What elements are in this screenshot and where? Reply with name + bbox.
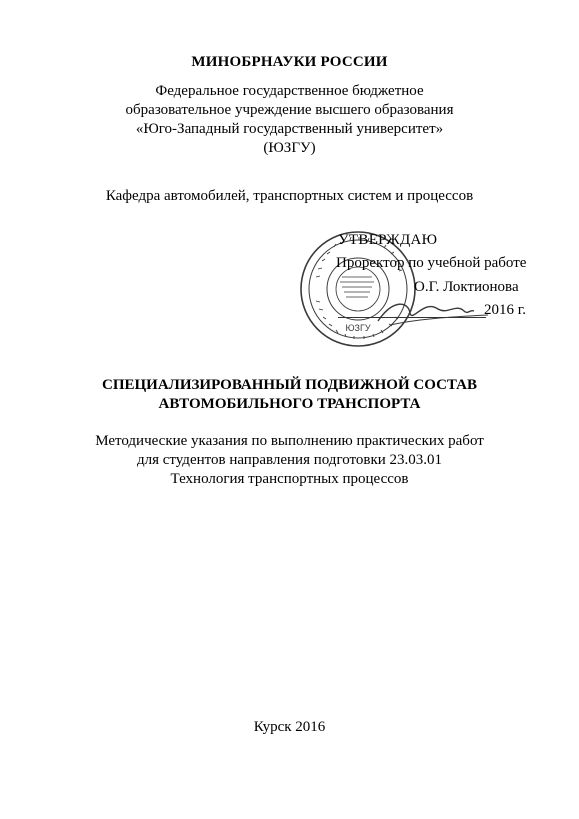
- institution-block: [0, 82, 579, 158]
- department-name: Кафедра автомобилей, транспортных систем и процессов: [105, 188, 474, 204]
- subtitle-line: Методические указания по выполнению практических работ: [95, 433, 484, 449]
- approval-year: 2016 г.: [484, 302, 526, 318]
- institution-line: «Юго-Западный государственный университет»: [135, 121, 444, 137]
- document-title-line: СПЕЦИАЛИЗИРОВАННЫЙ ПОДВИЖНОЙ СОСТАВ: [102, 377, 477, 393]
- institution-abbreviation: (ЮЗГУ): [263, 140, 316, 156]
- subtitle-line: для студентов направления подготовки 23.03.01: [136, 452, 443, 468]
- institution-line: Федеральное государственное бюджетное: [155, 83, 424, 99]
- approval-block: [298, 229, 558, 359]
- approval-name: О.Г. Локтионова: [414, 279, 519, 295]
- institution-line: образовательное учреждение высшего образования: [125, 102, 454, 118]
- approval-title: УТВЕРЖДАЮ: [338, 232, 438, 248]
- approval-role: Проректор по учебной работе: [336, 255, 527, 271]
- subtitle-line: Технология транспортных процессов: [170, 471, 409, 487]
- document-title-line: АВТОМОБИЛЬНОГО ТРАНСПОРТА: [158, 396, 421, 412]
- stamp-label: ЮЗГУ: [345, 323, 371, 333]
- signature-date-line: [338, 317, 486, 318]
- ministry-heading: МИНОБРНАУКИ РОССИИ: [191, 54, 388, 70]
- document-title: [0, 376, 579, 414]
- document-subtitle: [0, 432, 579, 489]
- city-year: Курск 2016: [253, 719, 326, 735]
